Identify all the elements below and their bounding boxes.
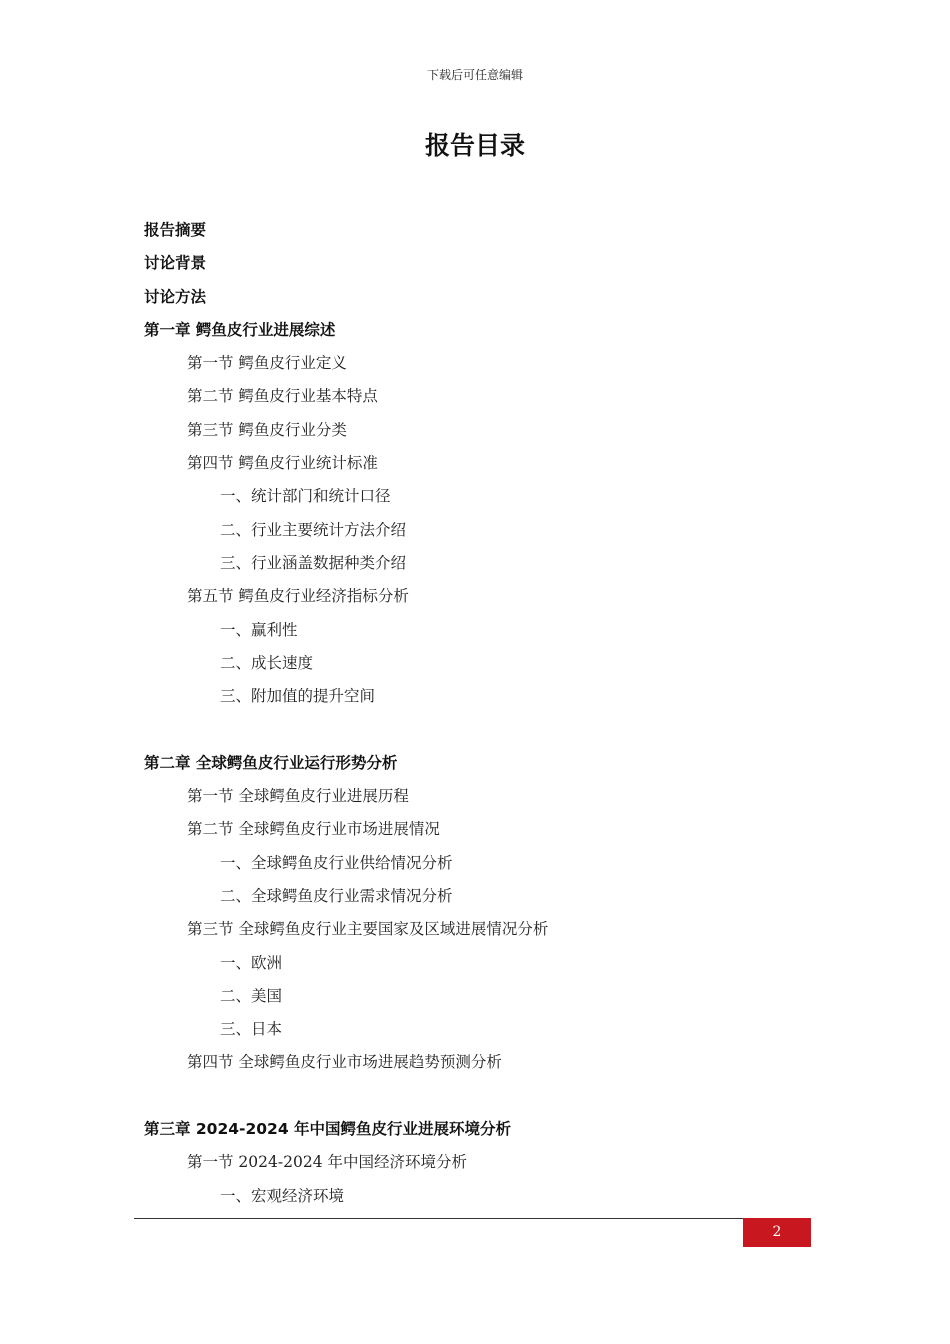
table-of-contents	[144, 214, 844, 1213]
toc-section-entry: 第三节 鳄鱼皮行业分类	[187, 420, 347, 439]
toc-chapter-entry: 报告摘要	[144, 221, 207, 239]
toc-spacer	[144, 1080, 844, 1113]
toc-subsection-entry: 二、成长速度	[220, 653, 314, 672]
toc-subsection-entry: 一、统计部门和统计口径	[220, 487, 391, 506]
header-note: 下载后可任意编辑	[426, 68, 523, 82]
toc-section-entry: 第四节 鳄鱼皮行业统计标准	[187, 454, 378, 473]
toc-subsection-entry: 一、赢利性	[220, 620, 298, 639]
footer-divider	[134, 1218, 811, 1219]
toc-subsection-entry: 一、宏观经济环境	[220, 1186, 345, 1205]
toc-section-entry: 第四节 全球鳄鱼皮行业市场进展趋势预测分析	[187, 1053, 502, 1072]
toc-chapter-entry: 讨论方法	[144, 287, 207, 306]
toc-subsection-entry: 三、附加值的提升空间	[220, 687, 376, 706]
toc-subsection-entry: 二、美国	[220, 986, 283, 1005]
toc-section-entry: 第二节 鳄鱼皮行业基本特点	[187, 387, 378, 406]
toc-chapter-entry: 第一章 鳄鱼皮行业进展综述	[144, 320, 336, 339]
toc-section-entry: 第五节 鳄鱼皮行业经济指标分析	[187, 587, 409, 606]
toc-chapter-entry: 讨论背景	[144, 254, 207, 273]
page-number-badge: 2	[743, 1218, 811, 1247]
toc-subsection-entry: 二、全球鳄鱼皮行业需求情况分析	[220, 886, 453, 905]
toc-subsection-entry: 三、行业涵盖数据种类介绍	[220, 553, 407, 572]
toc-chapter-entry: 第三章 2024-2024 年中国鳄鱼皮行业进展环境分析	[144, 1120, 512, 1139]
toc-section-entry: 第一节 全球鳄鱼皮行业进展历程	[187, 787, 409, 806]
toc-subsection-entry: 三、日本	[220, 1020, 283, 1039]
toc-subsection-entry: 二、行业主要统计方法介绍	[220, 520, 407, 539]
toc-spacer	[144, 713, 844, 746]
toc-chapter-entry: 第二章 全球鳄鱼皮行业运行形势分析	[144, 753, 398, 772]
toc-subsection-entry: 一、欧洲	[220, 953, 283, 972]
toc-section-entry: 第一节 2024-2024 年中国经济环境分析	[187, 1153, 467, 1172]
page-title: 报告目录	[424, 131, 525, 160]
toc-subsection-entry: 一、全球鳄鱼皮行业供给情况分析	[220, 853, 453, 872]
toc-section-entry: 第三节 全球鳄鱼皮行业主要国家及区域进展情况分析	[187, 920, 549, 939]
toc-section-entry: 第二节 全球鳄鱼皮行业市场进展情况	[187, 820, 440, 839]
toc-section-entry: 第一节 鳄鱼皮行业定义	[187, 354, 347, 373]
